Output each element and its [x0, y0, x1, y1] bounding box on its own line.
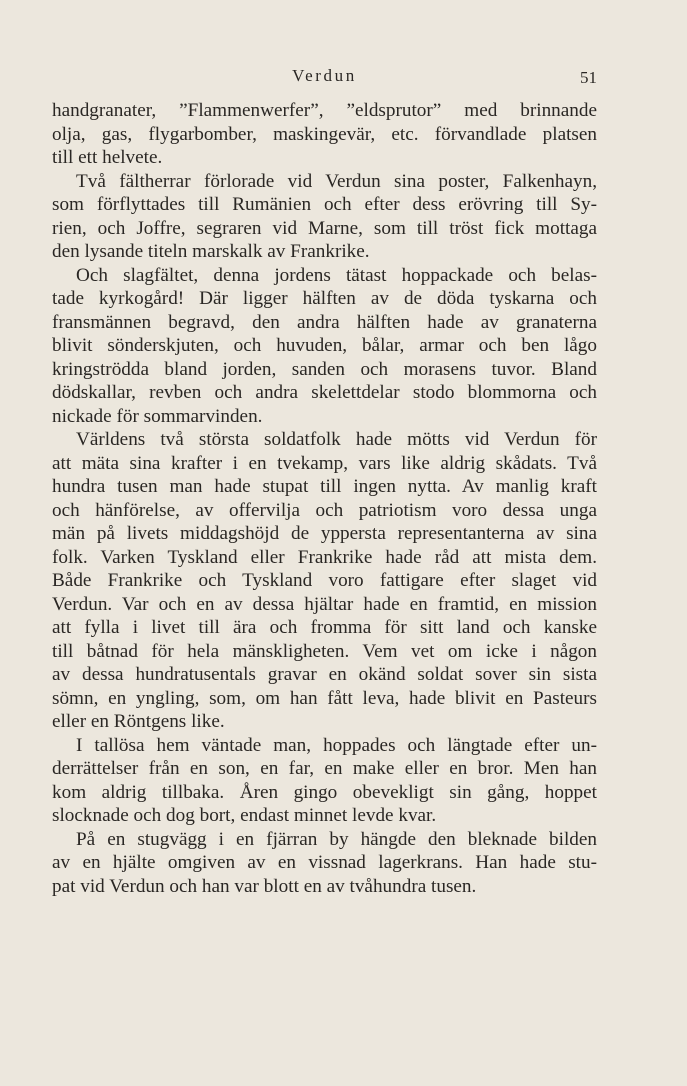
text-line: handgranater, ”Flammenwerfer”, ”eldsprutor” med brinnande [52, 100, 597, 121]
paragraph [52, 828, 597, 899]
text-line: och hänförelse, av offervilja och patriotism voro dessa unga [52, 499, 597, 521]
text-line: kringströdda bland jorden, sanden och morasens tuvor. Bland [52, 358, 597, 380]
text-line: män på livets middagshöjd de yppersta representanterna av sina [52, 523, 597, 544]
text-line: Världens två största soldatfolk hade mötts vid Verdun för [76, 429, 597, 450]
text-line: som förflyttades till Rumänien och efter dess erövring till Sy- [52, 194, 597, 215]
text-line: slocknade och dog bort, endast minnet levde kvar. [52, 805, 437, 826]
page-header [52, 66, 597, 90]
text-line: hundra tusen man hade stupat till ingen nytta. Av manlig kraft [52, 476, 597, 497]
text-line: folk. Varken Tyskland eller Frankrike hade råd att mista dem. [52, 546, 597, 568]
text-line: blivit sönderskjuten, och huvuden, bålar, armar och ben lågo [52, 335, 597, 356]
paragraph [52, 428, 597, 734]
text-line: derrättelser från en son, en far, en make eller en bror. Men han [52, 758, 597, 779]
text-line: rien, och Joffre, segraren vid Marne, som till tröst fick mottaga [52, 217, 597, 239]
text-line: sömn, en yngling, som, om han fått leva, hade blivit en Pasteurs [52, 687, 597, 709]
text-line: tade kyrkogård! Där ligger hälften av de döda tyskarna och [52, 288, 597, 309]
text-line: till ett helvete. [52, 147, 163, 168]
text-line: till båtnad för hela mänskligheten. Vem vet om icke i någon [52, 640, 597, 662]
text-line: fransmännen begravd, den andra hälften hade av granaterna [52, 311, 597, 333]
paragraph [52, 170, 597, 264]
text-line: Både Frankrike och Tyskland voro fattigare efter slaget vid [52, 570, 597, 591]
text-line: I tallösa hem väntade man, hoppades och längtade efter un- [76, 734, 597, 756]
text-line: dödskallar, revben och andra skelettdelar stodo blommorna och [52, 382, 597, 403]
text-line: att mäta sina krafter i en tvekamp, vars like aldrig skådats. Två [52, 452, 597, 474]
text-line: att fylla i livet till ära och fromma för sitt land och kanske [52, 617, 597, 638]
paragraph [52, 264, 597, 429]
paragraph [52, 734, 597, 828]
page-number: 51 [580, 68, 597, 87]
text-line: På en stugvägg i en fjärran by hängde den bleknade bilden [76, 828, 597, 850]
text-line: den lysande titeln marskalk av Frankrike. [52, 241, 370, 262]
text-line: av en hjälte omgiven av en vissnad lagerkrans. Han hade stu- [52, 852, 597, 873]
text-line: Och slagfältet, denna jordens tätast hoppackade och belas- [76, 264, 597, 286]
text-line: olja, gas, flygarbomber, maskingevär, etc. förvandlade platsen [52, 123, 597, 145]
running-title: Verdun [292, 66, 357, 85]
text-line: av dessa hundratusentals gravar en okänd soldat sover sin sista [52, 664, 597, 685]
text-line: pat vid Verdun och han var blott en av tvåhundra tusen. [52, 875, 477, 897]
body-text [52, 99, 597, 898]
text-line: eller en Röntgens like. [52, 711, 225, 732]
text-line: Två fältherrar förlorade vid Verdun sina poster, Falkenhayn, [76, 170, 597, 192]
text-line: kom aldrig tillbaka. Åren gingo obevekligt sin gång, hoppet [52, 781, 597, 803]
text-line: Verdun. Var och en av dessa hjältar hade en framtid, en mission [52, 593, 597, 615]
paragraph [52, 99, 597, 170]
text-line: nickade för sommarvinden. [52, 405, 263, 427]
